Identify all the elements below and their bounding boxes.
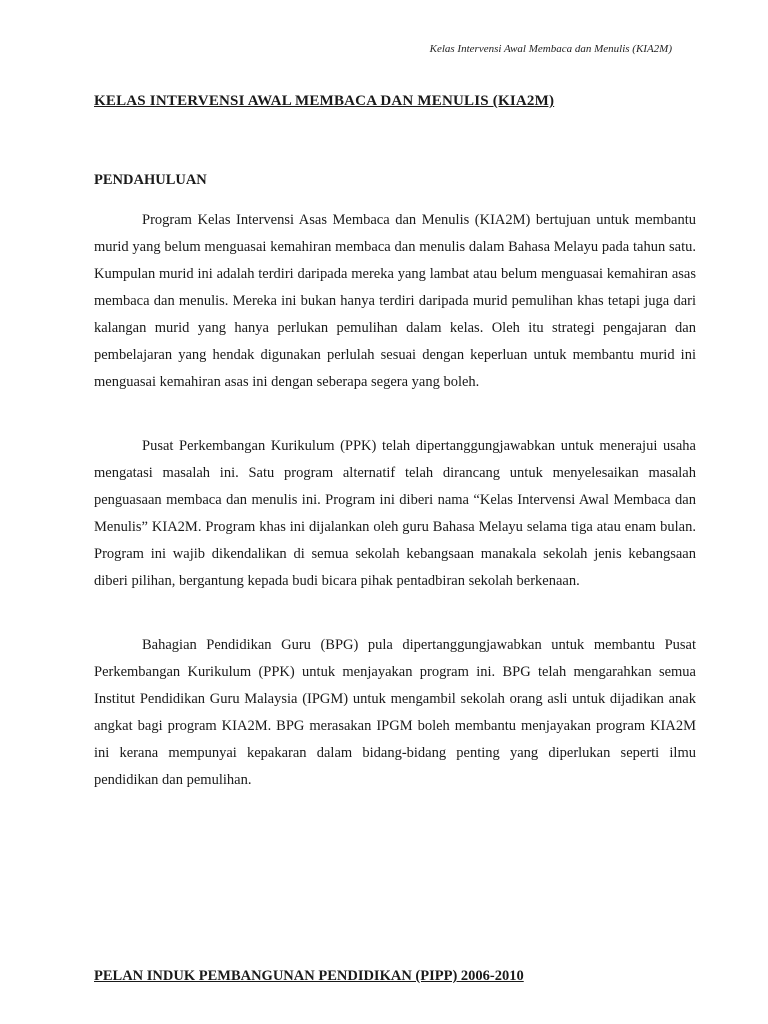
- running-header: Kelas Intervensi Awal Membaca dan Menulis (KIA2M): [429, 43, 672, 55]
- paragraph-block: [94, 632, 696, 794]
- section-heading-pendahuluan: PENDAHULUAN: [94, 172, 207, 188]
- body-paragraph-1: Program Kelas Intervensi Asas Membaca dan Menulis (KIA2M) bertujuan untuk membantu murid yang belum menguasai kemahiran membaca dan menulis dalam Bahasa Melayu pada tahun satu. Kumpulan murid ini adalah terdiri daripada mereka yang lambat atau belum menguasai kemahiran asas membaca dan menulis. Mereka ini bukan hanya terdiri daripada murid pemulihan khas tetapi juga dari kalangan murid yang hanya perlukan pemulihan dalam kelas. Oleh itu strategi pengajaran dan pembelajaran yang hendak digunakan perlulah sesuai dengan keperluan untuk membantu murid ini menguasai kemahiran asas ini dengan seberapa segera yang boleh.: [94, 212, 696, 390]
- paragraph-block: [94, 433, 696, 595]
- body-paragraph-3: Bahagian Pendidikan Guru (BPG) pula dipertanggungjawabkan untuk membantu Pusat Perkembangan Kurikulum (PPK) untuk menjayakan program ini. BPG telah mengarahkan semua Institut Pendidikan Guru Malaysia (IPGM) untuk mengambil sekolah orang asli untuk dijadikan anak angkat bagi program KIA2M. BPG merasakan IPGM boleh membantu menjayakan program KIA2M ini kerana mempunyai kepakaran dalam bidang-bidang penting yang diperlukan seperti ilmu pendidikan dan pemulihan.: [94, 637, 696, 788]
- paragraph-block: [94, 207, 696, 396]
- body-paragraph-2: Pusat Perkembangan Kurikulum (PPK) telah dipertanggungjawabkan untuk menerajui usaha mengatasi masalah ini. Satu program alternatif telah dirancang untuk menyelesaikan masalah penguasaan membaca dan menulis ini. Program ini diberi nama “Kelas Intervensi Awal Membaca dan Menulis” KIA2M. Program khas ini dijalankan oleh guru Bahasa Melayu selama tiga atau enam bulan. Program ini wajib dikendalikan di semua sekolah kebangsaan manakala sekolah jenis kebangsaan diberi pilihan, bergantung kepada budi bicara pihak pentadbiran sekolah berkenaan.: [94, 438, 696, 589]
- section-heading-pipp: PELAN INDUK PEMBANGUNAN PENDIDIKAN (PIPP) 2006-2010: [94, 968, 524, 984]
- document-title: KELAS INTERVENSI AWAL MEMBACA DAN MENULIS (KIA2M): [94, 93, 555, 109]
